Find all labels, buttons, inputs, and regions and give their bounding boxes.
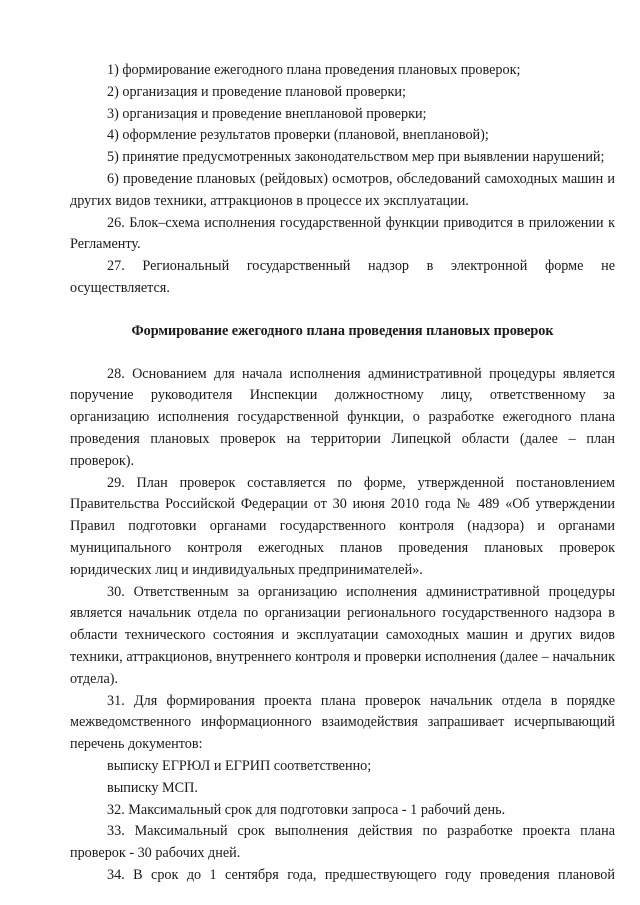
paragraph-29: 29. План проверок составляется по форме, утвержденной постановлением Правительства Российской Федерации от 30 июня 2010 года № 489 «Об утверждении Правил подготовки органами государственного контроля (надзора) и органами муниципального контроля ежегодных планов проведения плановых проверок юридических лиц и индивидуальных предпринимателей». bbox=[70, 474, 615, 578]
list-item: 3) организация и проведение внеплановой проверки; bbox=[107, 105, 427, 122]
list-item: 2) организация и проведение плановой проверки; bbox=[107, 83, 406, 100]
paragraph-27: 27. Региональный государственный надзор в электронной форме не осуществляется. bbox=[70, 258, 615, 296]
section-heading: Формирование ежегодного плана проведения плановых проверок bbox=[131, 322, 554, 339]
paragraph-32: 32. Максимальный срок для подготовки запроса - 1 рабочий день. bbox=[107, 801, 506, 818]
paragraph-31: 31. Для формирования проекта плана проверок начальник отдела в порядке межведомственного информационного взаимодействия запрашивает исчерпывающий перечень документов: bbox=[70, 692, 615, 753]
list-item: 5) принятие предусмотренных законодательством мер при выявлении нарушений; bbox=[107, 149, 605, 166]
paragraph-28: 28. Основанием для начала исполнения административной процедуры является поручение руководителя Инспекции должностному лицу, ответственному за организацию исполнения государственной функции, о разработке ежегодного плана проведения плановых проверок на территории Липецкой области (далее – план проверок). bbox=[70, 365, 615, 469]
document-list-item: выписку ЕГРЮЛ и ЕГРИП соответственно; bbox=[107, 757, 372, 774]
list-item: 6) проведение плановых (рейдовых) осмотров, обследований самоходных машин и других видов техники, аттракционов в процессе их эксплуатации. bbox=[70, 170, 615, 209]
list-item: 1) формирование ежегодного плана проведения плановых проверок; bbox=[107, 62, 521, 78]
list-item: 4) оформление результатов проверки (плановой, внеплановой); bbox=[107, 127, 489, 144]
document-list-item: выписку МСП. bbox=[107, 779, 198, 796]
paragraph-34: 34. В срок до 1 сентября года, предшествующего году проведения плановой bbox=[107, 866, 615, 883]
paragraph-33: 33. Максимальный срок выполнения действия по разработке проекта плана проверок - 30 рабочих дней. bbox=[70, 823, 615, 862]
document-body bbox=[70, 60, 615, 887]
paragraph-30: 30. Ответственным за организацию исполнения административной процедуры является начальник отдела по организации регионального государственного надзора в области технического состояния и эксплуатации самоходных машин и других видов техники, аттракционов, внутреннего контроля и проверки исполнения (далее – начальник отдела). bbox=[70, 583, 615, 687]
paragraph-26: 26. Блок–схема исполнения государственной функции приводится в приложении к Регламенту. bbox=[70, 214, 615, 253]
